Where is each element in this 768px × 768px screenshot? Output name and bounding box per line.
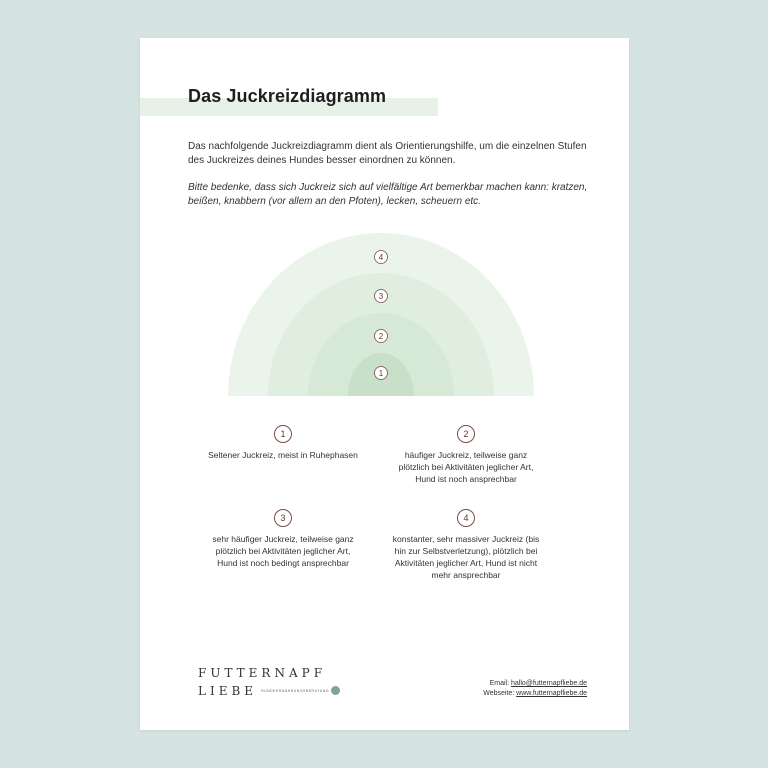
level-3-marker xyxy=(375,290,388,303)
legend-number-1: 1 xyxy=(274,425,292,443)
legend-item-2 xyxy=(390,425,542,485)
email-link[interactable]: hallo@futternapfliebe.de xyxy=(511,680,587,687)
legend-text-1: Seltener Juckreiz, meist in Ruhephasen xyxy=(208,450,358,460)
legend-text-4: konstanter, sehr massiver Juckreiz (bis hin zur Selbstverletzung), plötzlich bei Aktivitäten jeglicher Art, Hund ist nicht mehr ansprechbar xyxy=(392,534,540,580)
legend-item-1 xyxy=(208,425,358,461)
level-4-label: 4 xyxy=(378,253,384,262)
website-label: Webseite: xyxy=(483,690,515,697)
level-1-marker xyxy=(375,367,388,380)
level-4-marker xyxy=(375,251,388,264)
legend-item-4 xyxy=(390,509,542,581)
legend-number-3: 3 xyxy=(274,509,292,527)
itch-level-diagram xyxy=(140,218,629,418)
logo-dot-icon xyxy=(331,686,340,695)
legend-number-4: 4 xyxy=(457,509,475,527)
page-title: Das Juckreizdiagramm xyxy=(188,86,387,106)
legend-text-2: häufiger Juckreiz, teilweise ganz plötzlich bei Aktivitäten jeglicher Art, Hund ist noch ansprechbar xyxy=(398,450,534,484)
level-2-marker xyxy=(375,330,388,343)
note-paragraph: Bitte bedenke, dass sich Juckreiz sich auf vielfältige Art bemerkbar machen kann: kratzen, beißen, knabbern (vor allem an den Pfoten), lecken, scheuern etc. xyxy=(188,182,588,207)
level-2-label: 2 xyxy=(378,332,384,341)
contact-info xyxy=(483,679,587,699)
website-link[interactable]: www.futternapfliebe.de xyxy=(516,690,587,697)
email-label: Email: xyxy=(489,680,510,687)
logo-tagline: HUNDEERNÄHRUNGSBERATUNG xyxy=(261,688,330,693)
website-row xyxy=(483,689,587,699)
legend-number-2: 2 xyxy=(457,425,475,443)
brand-logo xyxy=(198,666,340,699)
level-1-label: 1 xyxy=(378,369,384,378)
document-page xyxy=(140,38,629,730)
legend-text-3: sehr häufiger Juckreiz, teilweise ganz plötzlich bei Aktivitäten jeglicher Art, Hund ist noch bedingt ansprechbar xyxy=(212,534,354,568)
logo-line-2: LIEBE xyxy=(198,684,258,698)
email-row xyxy=(483,679,587,689)
level-3-label: 3 xyxy=(378,292,384,301)
legend-item-3 xyxy=(208,509,358,569)
intro-paragraph: Das nachfolgende Juckreizdiagramm dient als Orientierungshilfe, um die einzelnen Stufen des Juckreizes deines Hundes besser einordnen zu können. xyxy=(188,141,587,166)
logo-line-1: FUTTERNAPF xyxy=(198,666,327,680)
